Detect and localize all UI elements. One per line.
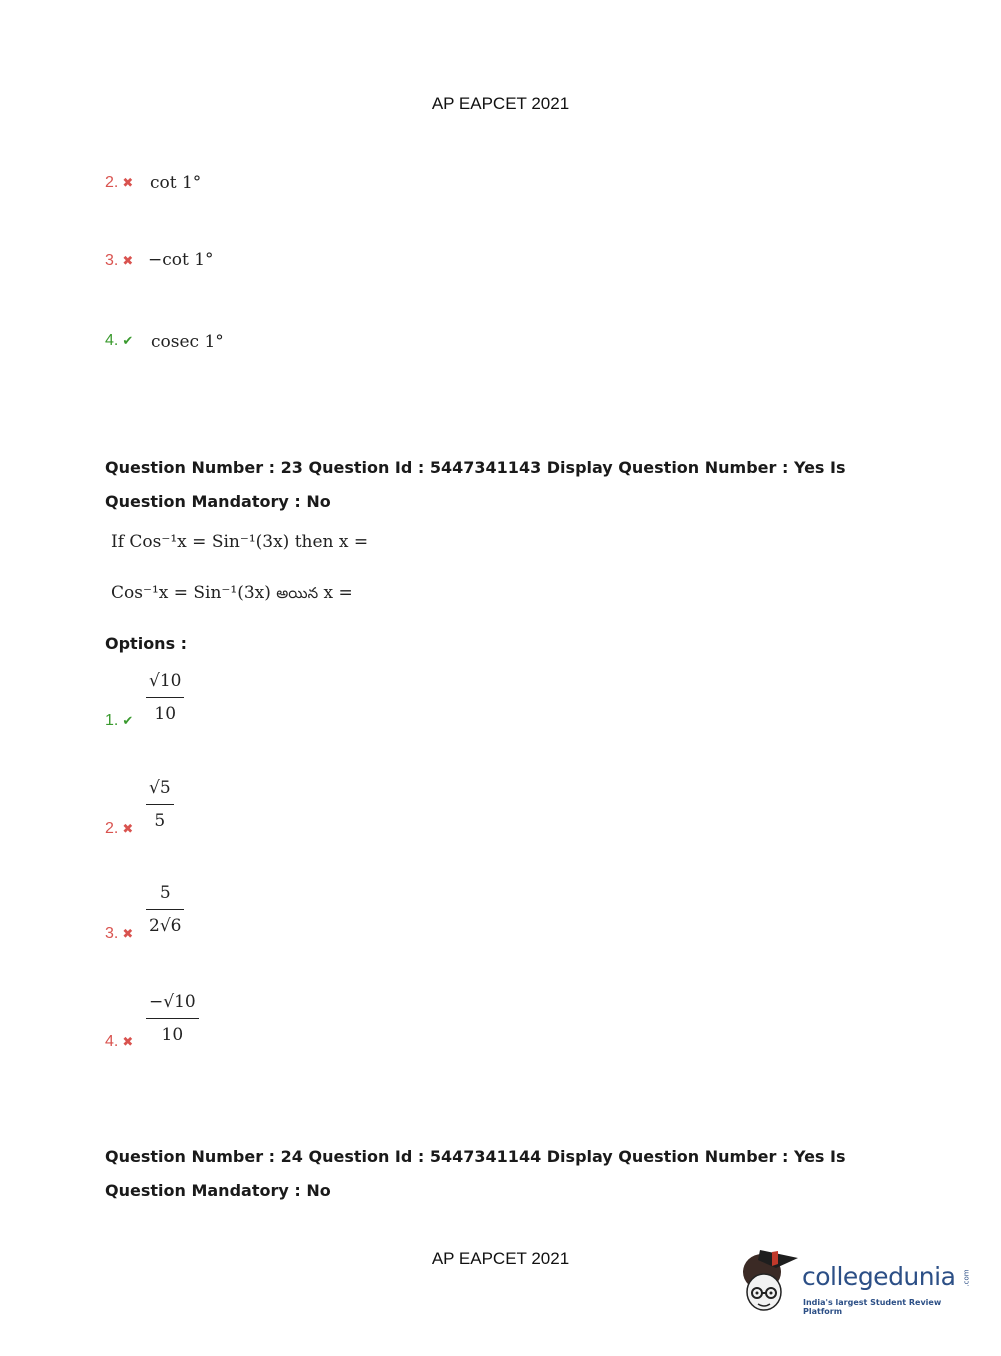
stem-then: then x =: [294, 532, 369, 552]
cross-icon: ✖: [122, 254, 134, 269]
prev-option-3: [105, 250, 133, 270]
stem-expression: Cos⁻¹x = Sin⁻¹(3x): [111, 583, 271, 603]
prev-option-2: [105, 172, 133, 192]
fraction-bar: [146, 804, 174, 805]
prev-option-4: [105, 330, 133, 350]
logo-com: .com: [962, 1269, 971, 1287]
collegedunia-logo: [740, 1248, 980, 1318]
q23-option-2: [105, 818, 133, 838]
q23-option-3: [105, 923, 133, 943]
q23-option-4-fraction: [146, 989, 199, 1048]
mascot-icon: [740, 1248, 800, 1314]
stem-tail: x =: [323, 583, 353, 603]
fraction-numerator: −√10: [149, 992, 196, 1012]
option-number: 1.: [105, 712, 119, 729]
option-number: 3.: [105, 252, 119, 269]
logo-wordmark: collegedunia: [802, 1262, 956, 1291]
fraction-numerator: √10: [149, 671, 182, 691]
question-23-stem-telugu: [111, 583, 353, 606]
question-23-stem-english: [111, 532, 368, 552]
check-icon: ✔: [122, 334, 134, 349]
q23-option-3-fraction: [146, 880, 184, 939]
option-number: 4.: [105, 332, 119, 349]
page-footer: AP EAPCET 2021: [431, 1249, 570, 1268]
cross-icon: ✖: [122, 176, 134, 191]
stem-telugu-word: అయిన: [276, 584, 319, 602]
cross-icon: ✖: [122, 927, 134, 942]
option-number: 4.: [105, 1033, 119, 1050]
stem-if: If: [111, 532, 125, 552]
options-label: Options :: [105, 634, 188, 653]
prev-option-2-text: cot 1°: [150, 173, 202, 193]
fraction-denominator: 10: [161, 1025, 184, 1045]
q23-option-1: [105, 710, 133, 730]
fraction-bar: [146, 697, 184, 698]
check-icon: ✔: [122, 714, 134, 729]
fraction-denominator: 5: [154, 811, 166, 831]
page-header: AP EAPCET 2021: [431, 94, 570, 113]
question-24-header: Question Number : 24 Question Id : 5447341144 Display Question Number : Yes Is Question Mandatory : No: [105, 1147, 846, 1200]
q23-option-2-fraction: [146, 775, 174, 834]
option-number: 2.: [105, 174, 119, 191]
fraction-numerator: √5: [149, 778, 171, 798]
cross-icon: ✖: [122, 1035, 134, 1050]
q23-option-1-fraction: [146, 668, 184, 727]
fraction-denominator: 10: [154, 704, 177, 724]
stem-expression: Cos⁻¹x = Sin⁻¹(3x): [129, 532, 290, 552]
prev-option-3-text: −cot 1°: [148, 250, 214, 270]
option-number: 2.: [105, 820, 119, 837]
q23-option-4: [105, 1031, 133, 1051]
logo-tagline: India's largest Student Review Platform: [803, 1298, 942, 1316]
fraction-numerator: 5: [159, 883, 171, 903]
option-number: 3.: [105, 925, 119, 942]
fraction-bar: [146, 1018, 199, 1019]
fraction-bar: [146, 909, 184, 910]
fraction-denominator: 2√6: [149, 916, 182, 936]
cross-icon: ✖: [122, 822, 134, 837]
question-23-header: Question Number : 23 Question Id : 5447341143 Display Question Number : Yes Is Question Mandatory : No: [105, 458, 846, 511]
prev-option-4-text: cosec 1°: [151, 332, 224, 352]
